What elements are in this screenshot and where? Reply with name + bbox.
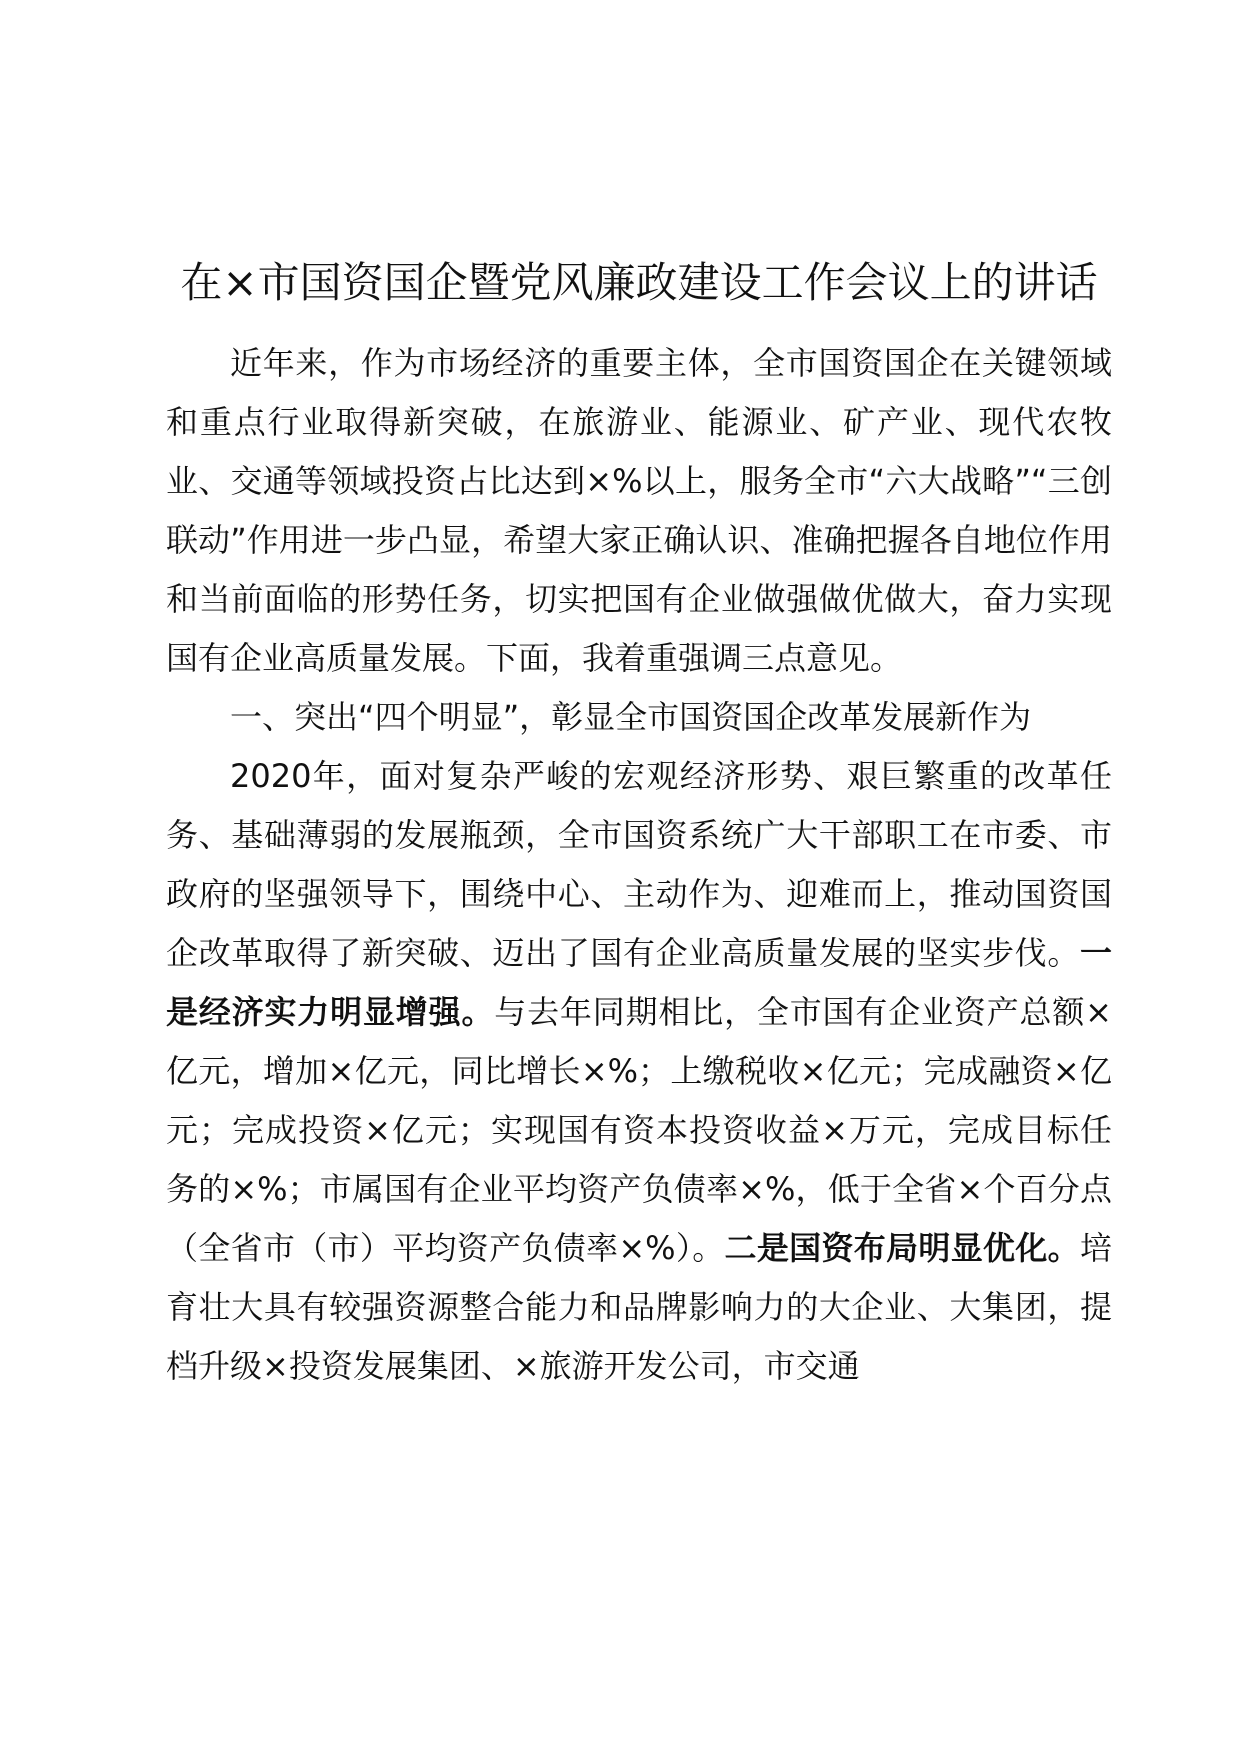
- body-paragraph: [166, 747, 1112, 1396]
- point-1-title: 一是经济实力明显增强。: [166, 934, 1112, 1031]
- document-body: [166, 238, 1112, 1396]
- point-2-text: 培育壮大具有较强资源整合能力和品牌影响力的大企业、大集团，提档升级×投资发展集团、×旅游开发公司，市交通: [166, 1229, 1112, 1385]
- point-2-title: 二是国资布局明显优化。: [724, 1229, 1080, 1267]
- body-lead-text: 2020年，面对复杂严峻的宏观经济形势、艰巨繁重的改革任务、基础薄弱的发展瓶颈，全市国资系统广大干部职工在市委、市政府的坚强领导下，围绕中心、主动作为、迎难而上，推动国资国企改革取得了新突破、迈出了国有企业高质量发展的坚实步伐。: [166, 757, 1112, 972]
- section-heading: 一、突出“四个明显”，彰显全市国资国企改革发展新作为: [230, 698, 1032, 736]
- point-1-text: 与去年同期相比，全市国有企业资产总额×亿元，增加×亿元，同比增长×%；上缴税收×亿元；完成融资×亿元；完成投资×亿元；实现国有资本投资收益×万元，完成目标任务的×%；市属国有企业平均资产负债率×%，低于全省×个百分点（全省市（市）平均资产负债率×%）。: [166, 993, 1112, 1267]
- intro-paragraph: 近年来，作为市场经济的重要主体，全市国资国企在关键领域和重点行业取得新突破，在旅游业、能源业、矿产业、现代农牧业、交通等领域投资占比达到×%以上，服务全市“六大战略”“三创联动”作用进一步凸显，希望大家正确认识、准确把握各自地位作用和当前面临的形势任务，切实把国有企业做强做优做大，奋力实现国有企业高质量发展。下面，我着重强调三点意见。: [166, 344, 1112, 677]
- document-title: 在×市国资国企暨党风廉政建设工作会议上的讲话: [180, 258, 1098, 307]
